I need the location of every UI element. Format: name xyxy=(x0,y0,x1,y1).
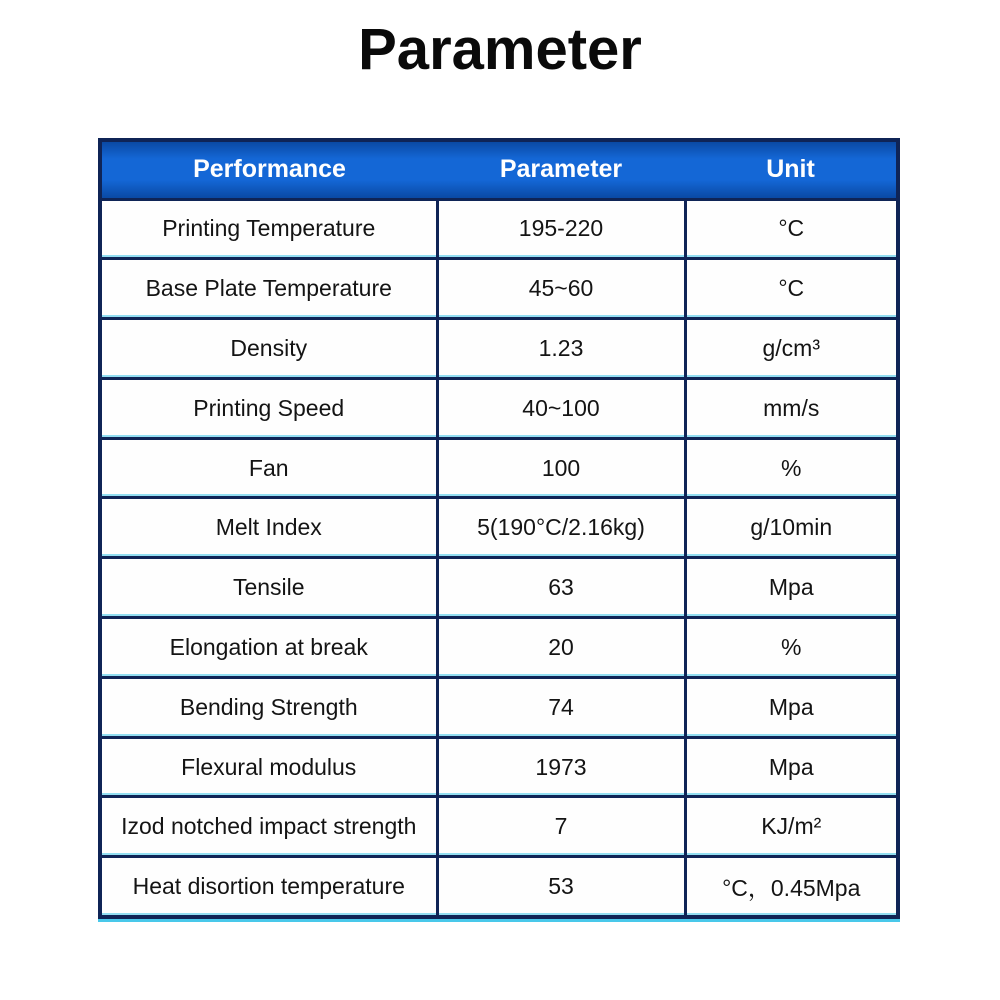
cell-unit: Mpa xyxy=(685,558,898,618)
cell-unit: % xyxy=(685,618,898,678)
cell-unit: °C，0.45Mpa xyxy=(685,857,898,917)
cell-performance: Tensile xyxy=(100,558,437,618)
table-row xyxy=(100,677,898,737)
table-row xyxy=(100,199,898,259)
cell-performance: Fan xyxy=(100,438,437,498)
cell-unit: g/cm³ xyxy=(685,319,898,379)
table-row xyxy=(100,438,898,498)
cell-performance: Bending Strength xyxy=(100,677,437,737)
cell-parameter: 5(190°C/2.16kg) xyxy=(437,498,685,558)
table-row xyxy=(100,797,898,857)
cell-performance: Izod notched impact strength xyxy=(100,797,437,857)
cell-performance: Base Plate Temperature xyxy=(100,259,437,319)
table-row xyxy=(100,737,898,797)
parameter-table-container xyxy=(98,138,896,919)
cell-unit: g/10min xyxy=(685,498,898,558)
table-body xyxy=(100,199,898,917)
cell-unit: % xyxy=(685,438,898,498)
cell-performance: Printing Speed xyxy=(100,378,437,438)
table-row xyxy=(100,378,898,438)
table-row xyxy=(100,259,898,319)
cell-parameter: 1973 xyxy=(437,737,685,797)
cell-unit: °C xyxy=(685,199,898,259)
header-parameter: Parameter xyxy=(437,140,685,199)
cell-unit: KJ/m² xyxy=(685,797,898,857)
cell-performance: Density xyxy=(100,319,437,379)
cell-parameter: 195-220 xyxy=(437,199,685,259)
table-row xyxy=(100,857,898,917)
header-unit: Unit xyxy=(685,140,898,199)
cell-parameter: 1.23 xyxy=(437,319,685,379)
table-row xyxy=(100,319,898,379)
cell-unit: Mpa xyxy=(685,677,898,737)
parameter-table xyxy=(98,138,900,919)
cell-performance: Flexural modulus xyxy=(100,737,437,797)
cell-parameter: 20 xyxy=(437,618,685,678)
table-row xyxy=(100,558,898,618)
cell-parameter: 53 xyxy=(437,857,685,917)
table-row xyxy=(100,618,898,678)
cell-parameter: 74 xyxy=(437,677,685,737)
cell-performance: Heat disortion temperature xyxy=(100,857,437,917)
header-row xyxy=(100,140,898,199)
cell-parameter: 45~60 xyxy=(437,259,685,319)
table-header xyxy=(100,140,898,199)
cell-unit: Mpa xyxy=(685,737,898,797)
cell-unit: °C xyxy=(685,259,898,319)
cell-parameter: 40~100 xyxy=(437,378,685,438)
cell-parameter: 63 xyxy=(437,558,685,618)
cell-performance: Melt Index xyxy=(100,498,437,558)
table-row xyxy=(100,498,898,558)
cell-unit: mm/s xyxy=(685,378,898,438)
cell-performance: Elongation at break xyxy=(100,618,437,678)
cell-parameter: 100 xyxy=(437,438,685,498)
cell-performance: Printing Temperature xyxy=(100,199,437,259)
page-title: Parameter xyxy=(358,17,642,82)
header-performance: Performance xyxy=(100,140,437,199)
cell-parameter: 7 xyxy=(437,797,685,857)
